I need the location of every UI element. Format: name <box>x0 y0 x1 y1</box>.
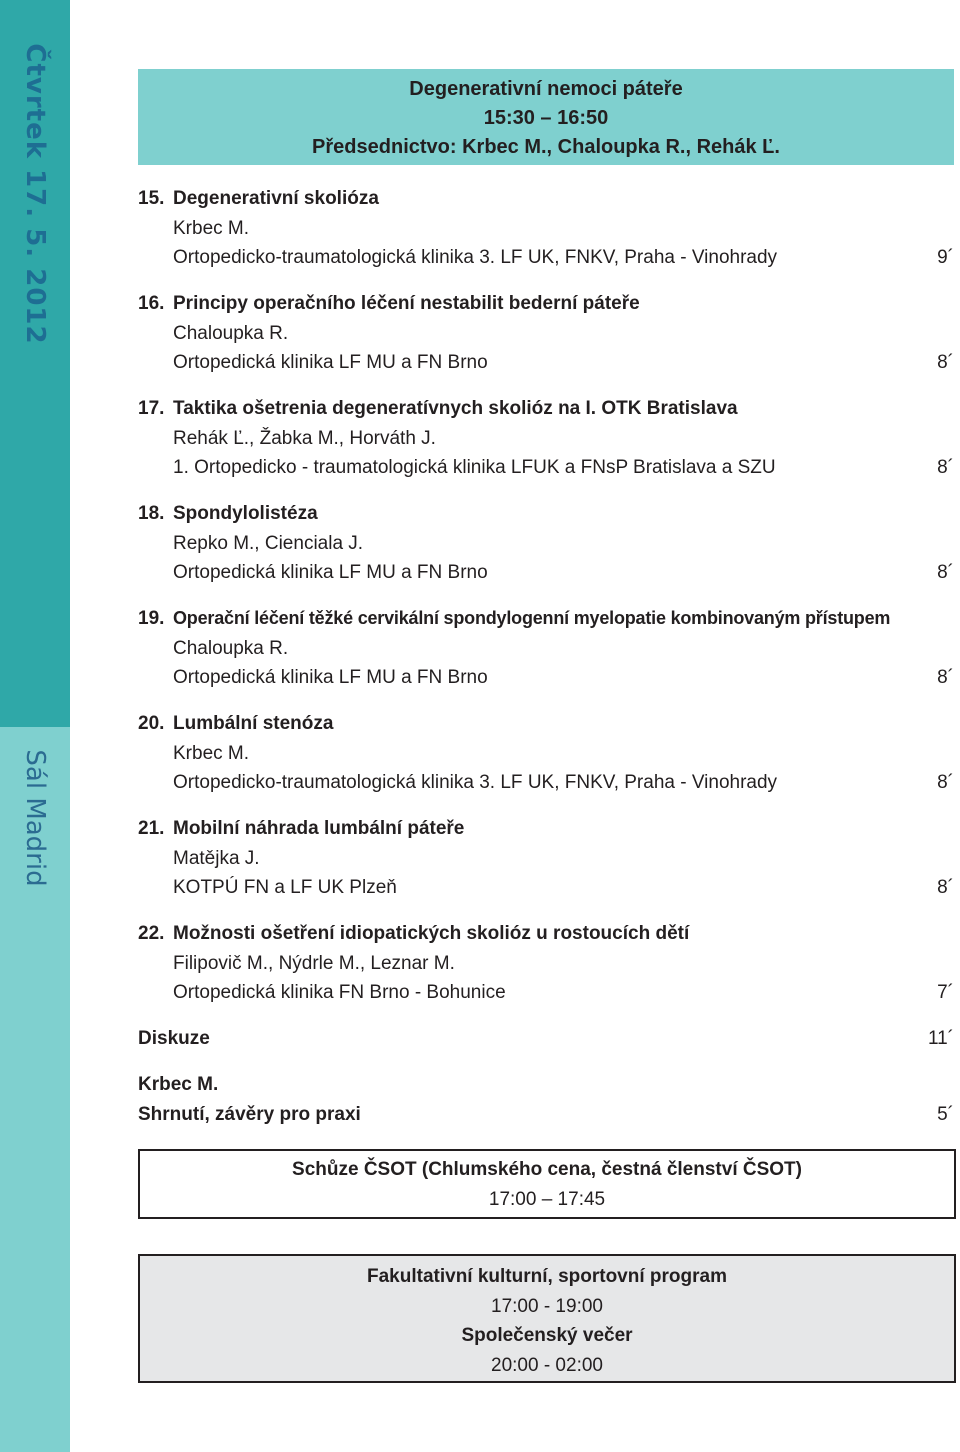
summary-row <box>138 1070 958 1129</box>
lecture-item <box>138 919 958 1008</box>
program-title: Fakultativní kulturní, sportovní program <box>367 1266 727 1287</box>
lecture-duration: 8´ <box>937 772 954 793</box>
evening-time: 20:00 - 02:00 <box>491 1354 603 1376</box>
session-time: 15:30 – 16:50 <box>483 107 609 129</box>
lecture-title: Mobilní náhrada lumbální páteře <box>173 818 465 839</box>
lecture-number: 17. <box>138 398 165 419</box>
lecture-title: Možnosti ošetření idiopatických skolióz u rostoucích dětí <box>173 923 690 944</box>
session-chairs: Předsednictvo: Krbec M., Chaloupka R., Rehák Ľ. <box>312 136 780 158</box>
lecture-institution: 1. Ortopedicko - traumatologická klinika LFUK a FNsP Bratislava a SZU <box>173 457 776 478</box>
lecture-title: Operační léčení těžké cervikální spondylogenní myelopatie kombinovaným přístupem <box>173 608 891 628</box>
lecture-duration: 8´ <box>937 352 954 373</box>
lecture-title: Principy operačního léčení nestabilit bederní páteře <box>173 293 640 314</box>
lecture-authors: Matějka J. <box>173 847 260 869</box>
lecture-item <box>138 394 958 483</box>
lecture-institution: Ortopedická klinika LF MU a FN Brno <box>173 562 488 583</box>
lecture-authors: Chaloupka R. <box>173 637 289 659</box>
summary-label: Shrnutí, závěry pro praxi <box>138 1103 361 1125</box>
lecture-authors: Krbec M. <box>173 742 250 764</box>
lecture-institution: Ortopedická klinika LF MU a FN Brno <box>173 667 488 688</box>
summary-author: Krbec M. <box>138 1074 219 1095</box>
lecture-institution: KOTPÚ FN a LF UK Plzeň <box>173 877 397 898</box>
lecture-item <box>138 289 958 378</box>
lecture-duration: 9´ <box>937 247 954 268</box>
meeting-title: Schůze ČSOT (Chlumského cena, čestná členství ČSOT) <box>292 1159 802 1180</box>
lecture-title: Taktika ošetrenia degeneratívnych skolióz na I. OTK Bratislava <box>173 398 738 419</box>
lecture-authors: Repko M., Cienciala J. <box>173 532 364 554</box>
lecture-number: 18. <box>138 503 165 524</box>
program-time: 17:00 - 19:00 <box>491 1295 603 1317</box>
discussion-label: Diskuze <box>138 1028 210 1049</box>
discussion-row <box>138 1024 958 1054</box>
lecture-number: 22. <box>138 923 165 944</box>
lecture-item <box>138 709 958 798</box>
sidebar-date: Čtvrtek 17. 5. 2012 <box>20 43 50 345</box>
lecture-authors: Filipovič M., Nýdrle M., Leznar M. <box>173 952 455 974</box>
lecture-duration: 8´ <box>937 457 954 478</box>
lecture-item <box>138 604 958 693</box>
lecture-item <box>138 184 958 273</box>
discussion-duration: 11´ <box>927 1028 954 1049</box>
lecture-number: 15. <box>138 188 165 209</box>
session-header <box>138 69 954 165</box>
lecture-duration: 8´ <box>937 877 954 898</box>
sidebar-room: Sál Madrid <box>20 749 50 887</box>
meeting-time: 17:00 – 17:45 <box>488 1188 606 1210</box>
lecture-number: 19. <box>138 608 165 629</box>
lecture-item <box>138 814 958 903</box>
lecture-number: 16. <box>138 293 165 314</box>
lecture-number: 21. <box>138 818 165 839</box>
lecture-title: Lumbální stenóza <box>173 713 334 734</box>
lecture-item <box>138 499 958 588</box>
lecture-title: Degenerativní skolióza <box>173 188 379 209</box>
program-box <box>138 1254 956 1383</box>
lecture-institution: Ortopedicko-traumatologická klinika 3. LF UK, FNKV, Praha - Vinohrady <box>173 772 778 793</box>
lecture-duration: 8´ <box>937 562 954 583</box>
lecture-institution: Ortopedická klinika FN Brno - Bohunice <box>173 982 506 1003</box>
lecture-title: Spondylolistéza <box>173 503 318 524</box>
lecture-duration: 7´ <box>937 982 954 1003</box>
lecture-authors: Rehák Ľ., Žabka M., Horváth J. <box>173 427 436 449</box>
lecture-authors: Chaloupka R. <box>173 322 289 344</box>
lecture-duration: 8´ <box>937 667 954 688</box>
lecture-institution: Ortopedická klinika LF MU a FN Brno <box>173 352 488 373</box>
lecture-number: 20. <box>138 713 165 734</box>
meeting-box <box>138 1149 956 1219</box>
session-title: Degenerativní nemoci páteře <box>409 78 683 100</box>
lecture-authors: Krbec M. <box>173 217 250 239</box>
summary-duration: 5´ <box>937 1103 954 1125</box>
lecture-institution: Ortopedicko-traumatologická klinika 3. LF UK, FNKV, Praha - Vinohrady <box>173 247 778 268</box>
evening-title: Společenský večer <box>461 1325 633 1346</box>
